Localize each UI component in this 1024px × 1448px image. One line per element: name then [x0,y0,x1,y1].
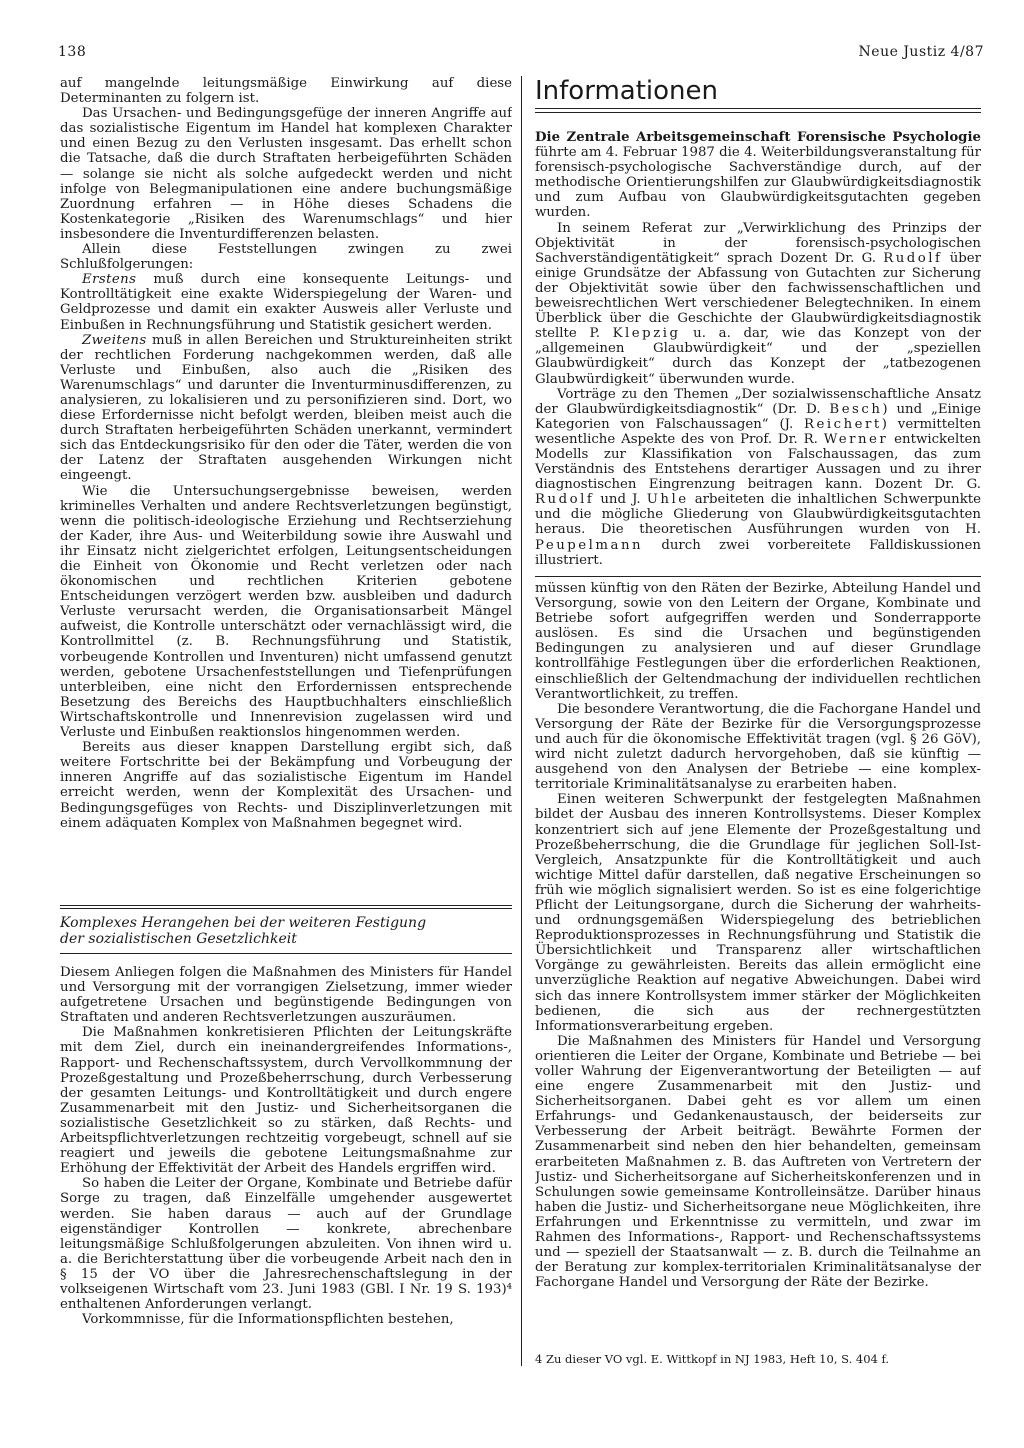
section-rule [60,905,512,906]
paragraph: müssen künftig von den Räten der Bezirke, Abteilung Handel und Versorgung, sowie von den Leitern der Organe, Kombinate und Betriebe sofort aufgegriffen werden und Sonderrapporte auslösen. Es sind die Ursachen und begünstigenden Bedingungen zu analysieren und auf dieser Grundlage kontrollfähige Festlegungen über die erforderlichen Reaktionen, einschließlich der Geltendmachung der individuellen rechtlichen Verantwortlichkeit, zu treffen. [535,581,981,702]
text-run: ) vermittelten wesentliche Aspekte des von Prof. Dr. R. [535,416,981,447]
page-number: 138 [58,44,87,60]
text-run: entwickelten Modells zur Klassifikation von Falschaussagen, das zum Verständnis des Entstehens derartiger Aussagen und zu ihrer diagnostischen Eingrenzung beitragen kann. Dozent Dr. G. [535,431,981,493]
person-name: Werner [823,431,889,447]
info-paragraph [535,221,981,387]
text-run: ) und „Einige Kategorien von Falschaussagen“ (J. [535,401,981,432]
section-heading-line: der sozialistischen Gesetzlichkeit [60,931,297,947]
informationen-heading: Informationen [535,76,718,106]
paragraph: Allein diese Feststellungen zwingen zu zwei Schlußfolgerungen: [60,242,512,273]
info-paragraph [535,387,981,568]
section-rule [60,953,512,954]
info-intro-text: führte am 4. Februar 1987 die 4. Weiterbildungsveranstaltung für forensisch-psychologische Sachverständige durch, auf der methodische Orientierungshilfen zur Glaubwürdigkeitsdiagnostik und zum Aufbau von Glaubwürdigkeitsgutachten gegeben wurden. [535,145,981,221]
paragraph: Die Maßnahmen des Ministers für Handel und Versorgung orientieren die Leiter der Organe, Kombinate und Betriebe — bei voller Wahrung der Eigenverantwortung der Beteiligten — auf eine engere Zusammenarbeit mit den Justiz- und Sicherheitsorganen. Dabei geht es vor allem um einen Erfahrungs- und Gedankenaustausch, der beiderseits zur Verbesserung der Arbeit beiträgt. Bewährte Formen der Zusammenarbeit sind neben den hier behandelten, gemeinsam erarbeiteten Maßnahmen z. B. das Auftreten von Vertretern der Justiz- und Sicherheitsorgane auf Sicherheitskonferenzen und in Schulungen sowie gemeinsame Kontrolleinsätze. Darüber hinaus haben die Justiz- und Sicherheitsorgane neue Möglichkeiten, ihre Erfahrungen und Erkenntnisse zu vermitteln, und zwar im Rahmen des Informations-, Rapport- und Rechenschaftssystems und — speziell der Staatsanwalt — z. B. durch die Teilnahme an der Beratung zur komplex-territorialen Kriminalitätsanalyse der Fachorgane Handel und Versorgung der Räte der Bezirke. [535,1033,981,1291]
text-run: In seinem Referat zur „Verwirklichung des Prinzips der Objektivität in der forensisch-psychologischen Sachverständigentätigkeit“ sprach Dozent Dr. G. [535,220,981,266]
paragraph: Wie die Untersuchungsergebnisse beweisen, werden kriminelles Verhalten und andere Rechtsverletzungen begünstigt, wenn die politisch-ideologische Erziehung und Rechtserziehung der Kader, ihre Aus- und Weiterbildung sowie ihre Auswahl und ihr Einsatz nicht zielgerichtet erfolgen, Leitungsentscheidungen die Einheit von Ökonomie und Recht verletzen oder nach ökonomischen und rechtlichen Kriterien gebotene Entscheidungen verzögert werden bzw. ausbleiben und dadurch Verluste verursacht werden, die Organisationsarbeit Mängel aufweist, die Kontrolle unterschätzt oder vernachlässigt wird, die Kontrollmittel (z. B. Rechnungsführung und Statistik, vorbeugende Kontrollen und Inventuren) nicht umfassend genutzt werden, gebotene Ursachenfeststellungen und Tiefenprüfungen unterbleiben, eine nicht den Erfordernissen entsprechende Besetzung des Bereichs des Hauptbuchhalters einschließlich Wirtschaftskontrolle und Innenrevision zugelassen wird und Verluste und Einbußen reaktionslos hingenommen werden. [60,483,512,741]
person-name: Uhle [646,492,689,508]
text-run: u. a. dar, wie das Konzept von der „allgemeinen Glaubwürdigkeit“ und der „speziellen Glaubwürdigkeit“ durch das Konzept der „tatbezogenen Glaubwürdigkeit“ überwunden wurde. [535,326,981,387]
person-name: Klepzig [612,326,681,342]
left-lower-column [60,965,512,1370]
paragraph: Vorkommnisse, für die Informationspflichten bestehen, [82,1312,454,1328]
paragraph-zweitens: Zweitens muß in allen Bereichen und Struktureinheiten strikt der rechtlichen Forderung nachgekommen werden, daß alle Verluste und Einbußen, also auch die „Risiken des Warenumschlags“ und darunter die Inventurminusdifferenzen, zu analysieren, zu lokalisieren und zu personifizieren sind. Dort, wo diese Erfordernisse nicht befolgt werden, bleiben meist auch die durch Straftaten herbeigeführten Schäden unerkannt, vermindert sich das Entdeckungsrisiko für den oder die Täter, werden die von der Latenz der Straftaten ausgehenden Wirkungen nicht eingeengt. [60,332,512,484]
info-paragraph [535,130,981,221]
text-run: über einige Grundsätze der Abfassung von Gutachten zur Sicherung der Objektivität sowie über den fachwissenschaftlichen und beweisrechtlichen Wert verschiedener Belegtechniken. In einem Überblick über die Geschichte der Glaubwürdigkeitsdiagnostik stellte P. [535,250,981,342]
column-divider [521,76,522,1366]
info-column [535,130,981,570]
person-name: Reichert [804,416,882,432]
left-column [60,76,512,904]
section-heading [60,915,512,947]
paragraph-erstens: Erstens muß durch eine konsequente Leitungs- und Kontrolltätigkeit eine exakte Widerspiegelung der Waren- und Geldprozesse und damit ein exakter Ausweis aller Verluste und Einbußen in Rechnungsführung und Statistik gesichert werden. [60,272,512,333]
person-name: Rudolf [883,250,943,266]
info-rule [535,112,981,113]
person-name: Peupelmann [535,537,644,553]
journal-reference: Neue Justiz 4/87 [858,44,984,60]
emphasis-word: Erstens [82,272,137,288]
text-run: und J. [594,492,647,508]
person-name: Rudolf [535,492,595,508]
text-run: arbeiteten die inhaltlichen Schwerpunkte und die mögliche Gliederung von Glaubwürdigkeitsgutachten heraus. Die theoretischen Ausführungen wurden von H. [535,492,981,538]
paragraph: Das Ursachen- und Bedingungsgefüge der inneren Angriffe auf das sozialistische Eigentum im Handel hat komplexen Charakter und einen Bezug zu den Verlusten insgesamt. Das erhellt schon die Tatsache, daß die durch Straftaten herbeigeführten Schäden — solange sie nicht als solche aufgedeckt werden und nicht infolge von Belegmanipulationen eine andere buchungsmäßige Zuordnung erfahren — in Höhe dieses Schadens die Kostenkategorie „Risiken des Warenumschlags“ und hier insbesondere die Inventurdifferenzen belasten. [60,106,512,242]
paragraph: Die besondere Verantwortung, die die Fachorgane Handel und Versorgung der Räte der Bezirke für die Versorgungsprozesse und auch für die ökonomische Effektivität tragen (vgl. § 26 GöV), wird nicht zuletzt dadurch hervorgehoben, daß sie künftig — ausgehend von den Analysen der Betriebe — eine komplex-territoriale Kriminalitätsanalyse zu erarbeiten haben. [535,701,981,793]
section-heading-line: Komplexes Herangehen bei der weiteren Festigung [60,915,427,931]
right-column [535,581,981,1336]
paragraph: So haben die Leiter der Organe, Kombinate und Betriebe dafür Sorge zu tragen, daß Einzelfälle umgehender ausgewertet werden. Sie haben daraus — auch auf der Grundlage eigenständiger Kontrollen — konkrete, abrechenbare leitungsmäßige Schlußfolgerungen abzuleiten. Von ihnen wird u. a. die Berichterstattung über die vorbeugende Arbeit nach den in § 15 der VO über die Jahresrechenschaftslegung in der volkseigenen Wirtschaft vom 23. Juni 1983 (GBl. I Nr. 19 S. 193)⁴ enthaltenen Anforderungen verlangt. [60,1176,512,1313]
person-name: Besch [829,401,883,417]
text-run: durch zwei vorbereitete Falldiskussionen illustriert. [535,537,981,568]
info-intro-bold: Die Zentrale Arbeitsgemeinschaft Forensische Psychologie [535,130,981,145]
paragraph: Bereits aus dieser knappen Darstellung ergibt sich, daß weitere Fortschritte bei der Bekämpfung und Vorbeugung der inneren Angriffe auf das sozialistische Eigentum im Handel erreicht werden, wenn der Komplexität des Ursachen- und Bedingungsgefüges von Rechts- und Disziplinverletzungen mit einem adäquaten Komplex von Maßnahmen begegnet wird. [60,740,512,831]
section-rule [60,908,512,909]
paragraph: Die Maßnahmen konkretisieren Pflichten der Leitungskräfte mit dem Ziel, durch ein ineinandergreifendes Informations-, Rapport- und Rechenschaftssystem, durch Vervollkommnung der Prozeßgestaltung und Prozeßbeherrschung, durch Verbesserung der gesamten Leitungs- und Kontrolltätigkeit und durch engere Zusammenarbeit mit den Justiz- und Sicherheitsorganen die sozialistische Gesetzlichkeit so zu stärken, daß Rechts- und Arbeitspflichtverletzungen rechtzeitig vorgebeugt, schnell auf sie reagiert und jeweils die gebotene Leitungsmaßnahme zur Erhöhung der Effektivität der Arbeit des Handels ergriffen wird. [60,1025,512,1177]
emphasis-word: Zweitens [82,332,147,348]
paragraph: Einen weiteren Schwerpunkt der festgelegten Maßnahmen bildet der Ausbau des inneren Kontrollsystems. Dieser Komplex konzentriert sich auf jene Elemente der Prozeßgestaltung und Prozeßbeherrschung, die die Grundlage für jeglichen Soll-Ist-Vergleich, Ansatzpunkte für die Kontrolltätigkeit und auch wichtige Mittel dafür darstellen, daß negative Erscheinungen so früh wie möglich signalisiert werden. So ist es eine folgerichtige Pflicht der Leitungsorgane, durch die Sicherung der wahrheits- und ordnungsgemäßen Widerspiegelung des betrieblichen Reproduktionsprozesses in Rechnungsführung und Statistik die Übersichtlichkeit und Transparenz aller wirtschaftlichen Vorgänge zu gewährleisten. Bereits das allein ermöglicht eine unverzügliche Reaktion auf negative Abweichungen. Dabei wird sich das innere Kontrollsystem immer stärker der Möglichkeiten bedienen, die sich aus der rechnergestützten Informationsverarbeitung ergeben. [535,792,981,1034]
info-rule [535,576,981,577]
paragraph: Diesem Anliegen folgen die Maßnahmen des Ministers für Handel und Versorgung mit der vorrangigen Zielsetzung, immer wieder aufgetretene Ursachen und begünstigende Bedingungen von Straftaten und anderen Rechtsverletzungen auszuräumen. [60,965,512,1026]
info-rule [535,108,981,109]
footnote: 4 Zu dieser VO vgl. E. Wittkopf in NJ 1983, Heft 10, S. 404 f. [535,1352,890,1366]
paragraph: auf mangelnde leitungsmäßige Einwirkung auf diese Determinanten zu folgern ist. [60,76,512,107]
text-run: Vorträge zu den Themen „Der sozialwissenschaftliche Ansatz der Glaubwürdigkeitsdiagnostik“ (Dr. D. [535,386,981,417]
